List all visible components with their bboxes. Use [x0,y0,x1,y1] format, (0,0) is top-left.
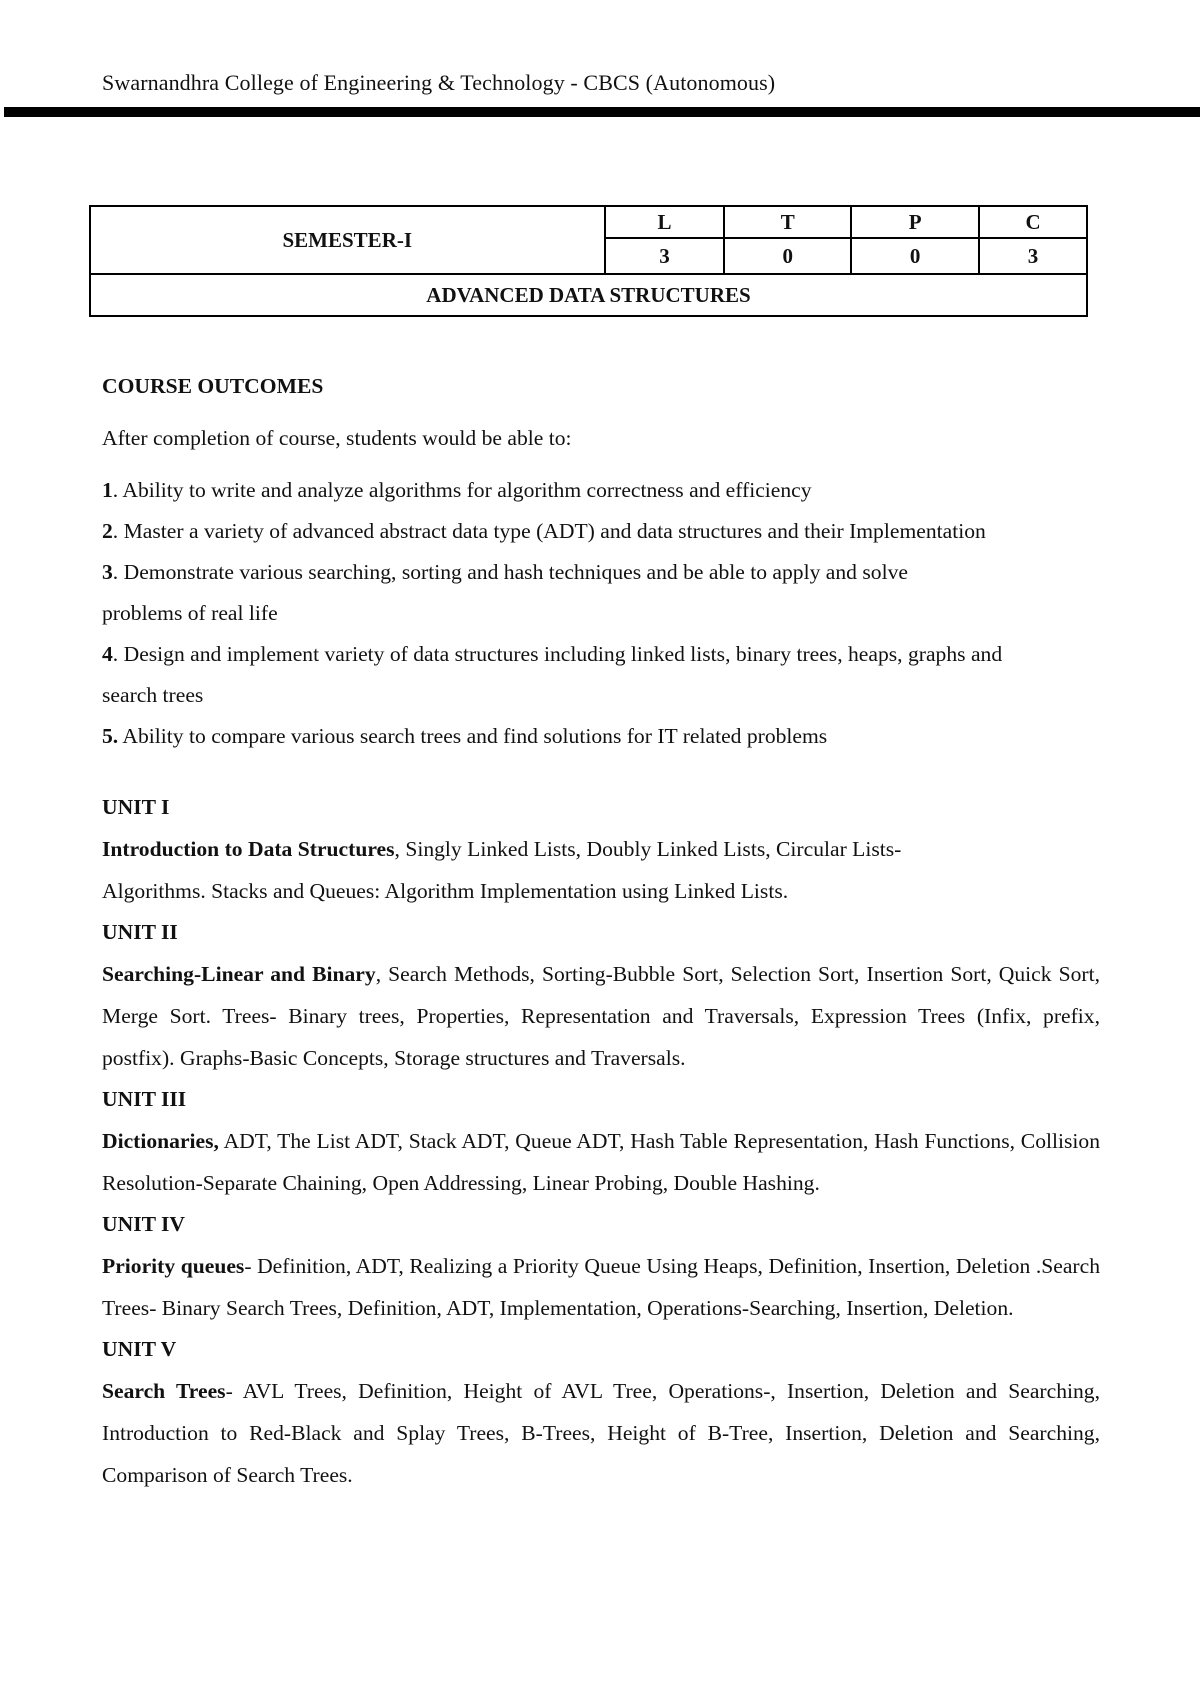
outcome-number: 3 [102,560,113,584]
unit-title: UNIT III [102,1087,187,1111]
unit-body: , Search Methods, Sorting-Bubble Sort, Selection Sort, Insertion Sort, Quick Sort, Merge Sort. Trees- Binary trees, Properties, Representation and Traversals, Expression Trees (Infix, prefix, postfix). Graphs-Basic Concepts, Storage structures and Traversals. [102,962,1100,1070]
semester-label: SEMESTER-I [90,206,605,274]
college-header: Swarnandhra College of Engineering & Technology - CBCS (Autonomous) [102,70,776,95]
course-outcomes-intro: After completion of course, students would be able to: [102,426,572,450]
outcome-text: Ability to compare various search trees and find solutions for IT related problems [118,724,828,748]
outcome-text: . Master a variety of advanced abstract data type (ADT) and data structures and their Implementation [112,519,986,543]
outcome-number: 4 [102,642,113,666]
unit-body: , Singly Linked Lists, Doubly Linked Lists, Circular Lists-Algorithms. Stacks and Queues: Algorithm Implementation using Linked Lists. [102,837,902,903]
outcome-number: 5. [102,724,119,748]
value-c: 3 [979,238,1087,274]
outcome-text: . Design and implement variety of data structures including linked lists, binary trees, heaps, graphs and search trees [102,642,1003,707]
outcome-text: . Ability to write and analyze algorithms for algorithm correctness and efficiency [112,478,812,502]
unit-content [102,1370,1100,1496]
unit-lead: Searching-Linear and Binary [102,962,376,986]
unit-content [102,953,1100,1079]
unit-title: UNIT I [102,795,170,819]
value-l: 3 [605,238,725,274]
unit-content [102,1245,1100,1329]
value-p: 0 [851,238,979,274]
course-title-text: ADVANCED DATA STRUCTURES [426,282,751,307]
document-body [102,368,1100,1496]
unit-body: ADT, The List ADT, Stack ADT, Queue ADT, Hash Table Representation, Hash Functions, Collision Resolution-Separate Chaining, Open Addressing, Linear Probing, Double Hashing. [102,1129,1100,1195]
outcome-item [102,552,972,634]
unit-content [102,828,1002,912]
unit-lead: Dictionaries, [102,1129,219,1153]
unit-title: UNIT V [102,1337,177,1361]
outcomes-list [102,470,1100,757]
unit-title: UNIT IV [102,1212,186,1236]
col-header-l: L [605,206,725,238]
outcome-text: . Demonstrate various searching, sorting and hash techniques and be able to apply and solve problems of real life [102,560,908,625]
unit-title: UNIT II [102,920,178,944]
unit-content [102,1120,1100,1204]
outcome-item [102,470,1100,511]
units-section [102,787,1100,1496]
unit-lead: Priority queues [102,1254,245,1278]
unit-lead: Introduction to Data Structures [102,837,395,861]
course-outcomes-heading: COURSE OUTCOMES [102,374,324,398]
unit-body: - Definition, ADT, Realizing a Priority Queue Using Heaps, Definition, Insertion, Deletion .Search Trees- Binary Search Trees, Definition, ADT, Implementation, Operations-Searching, Insertion, Deletion. [102,1254,1100,1320]
outcome-number: 2 [102,519,113,543]
col-header-t: T [724,206,851,238]
course-title [90,274,1087,316]
outcome-item [102,716,1100,757]
unit-lead: Search Trees [102,1379,226,1403]
unit-body: - AVL Trees, Definition, Height of AVL Tree, Operations-, Insertion, Deletion and Searching, Introduction to Red-Black and Splay Trees, B-Trees, Height of B-Tree, Insertion, Deletion and Searching, Comparison of Search Trees. [102,1379,1100,1487]
semester-table [89,205,1088,317]
outcome-item [102,511,1100,552]
outcome-item [102,634,1062,716]
outcome-number: 1 [102,478,113,502]
col-header-p: P [851,206,979,238]
value-t: 0 [724,238,851,274]
header-rule [4,107,1200,117]
col-header-c: C [979,206,1087,238]
